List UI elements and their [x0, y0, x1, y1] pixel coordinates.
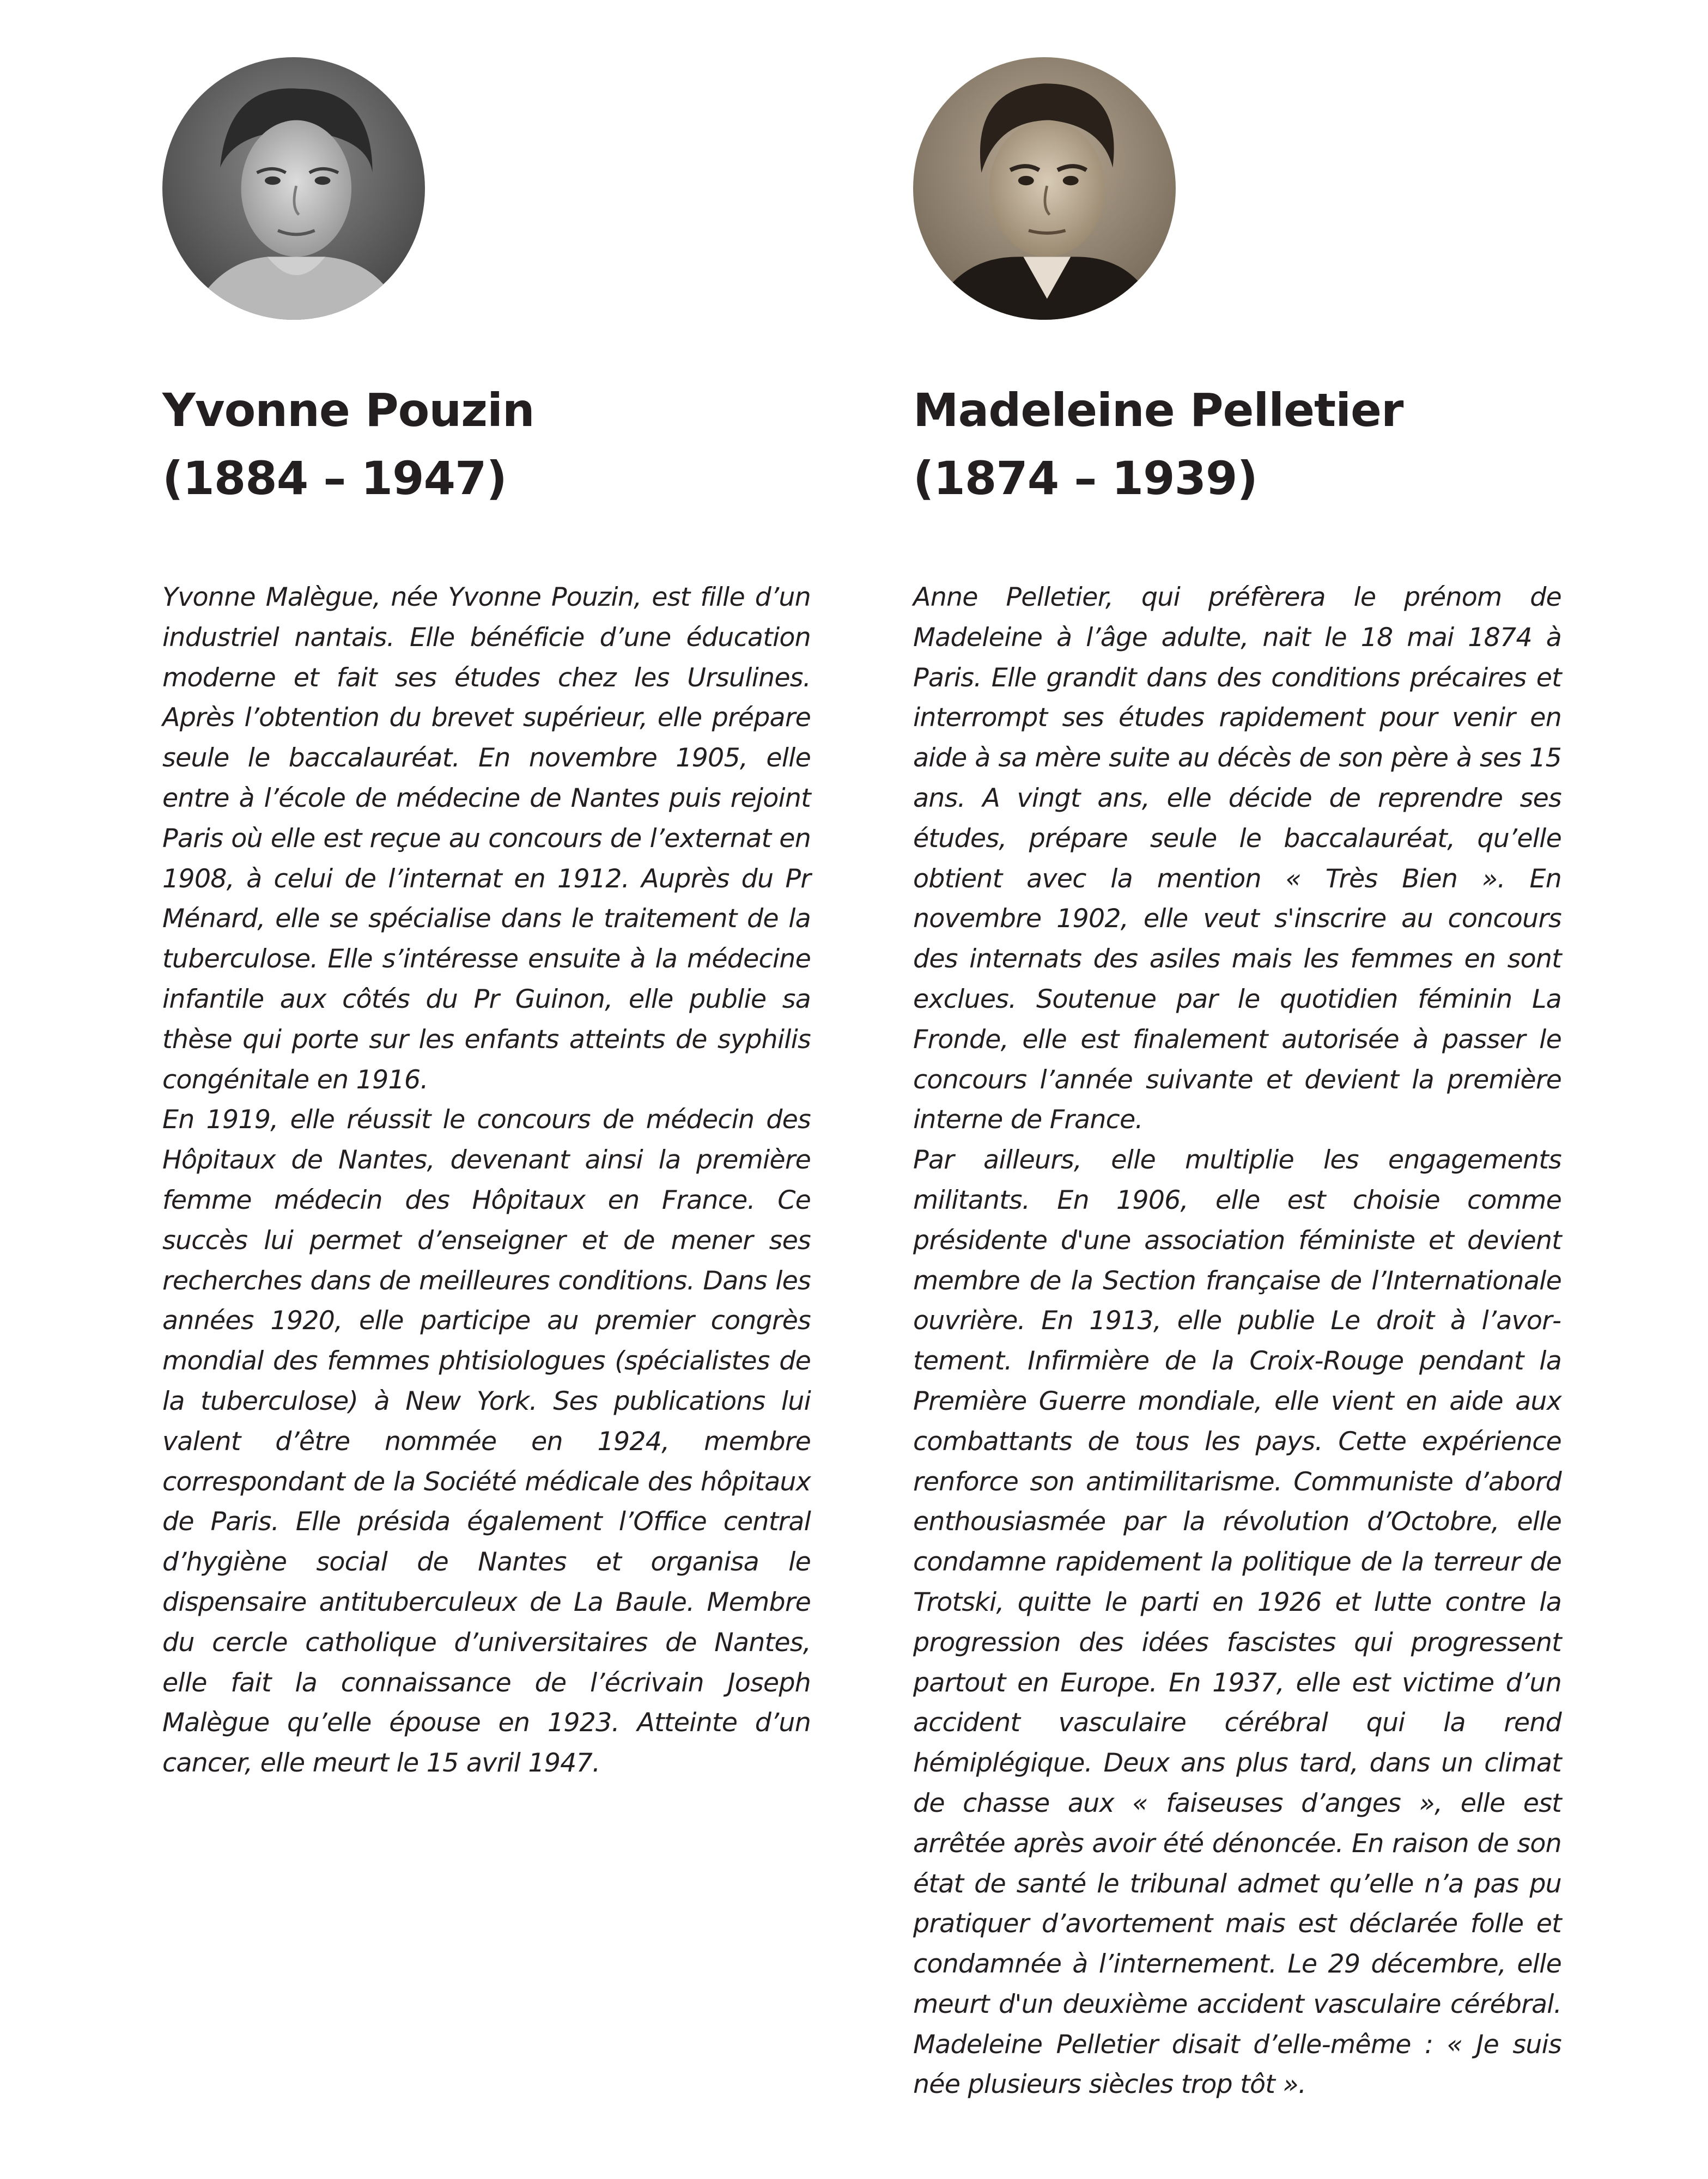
person-name: Yvonne Pouzin	[162, 384, 534, 437]
portrait-yvonne-icon	[162, 57, 425, 320]
biography-paragraph: Yvonne Malègue, née Yvonne Pouzin, est fille d’un industriel nantais. Elle bénéficie d’une éducation moderne et fait ses études chez les Ursulines. Après l’obtention du brevet supérieur, elle prépare seule le baccalauréat. En novembre 1905, elle entre à l’école de médecine de Nantes puis rejoint Paris où elle est reçue au concours de l’externat en 1908, à celui de l’internat en 1912. Auprès du Pr Ménard, elle se spécialise dans le traitement de la tuberculose. Elle s’intéresse ensuite à la médecine infantile aux côtés du Pr Guinon, elle publie sa thèse qui porte sur les enfants atteints de syphilis congénitale en 1916.	[162, 582, 811, 1095]
portrait-madeleine-icon	[913, 57, 1176, 320]
biography-text	[913, 577, 1561, 2105]
biography-paragraph: Par ailleurs, elle multiplie les engagements militants. En 1906, elle est choisie comme présidente d'une association féministe et devient membre de la Section française de l’Internationale ouvrière. En 1913, elle publie Le droit à l’avortement. Infirmière de la Croix-Rouge pendant la Première Guerre mondiale, elle vient en aide aux combattants de tous les pays. Cette expérience renforce son antimilitarisme. Communiste d’abord enthousiasmée par la révolution d’Octobre, elle condamne rapidement la politique de la terreur de Trotski, quitte le parti en 1926 et lutte contre la progression des idées fascistes qui progressent partout en Europe. En 1937, elle est victime d’un accident vasculaire cérébral qui la rend hémiplégique. Deux ans plus tard, dans un climat de chasse aux « faiseuses d’anges », elle est arrêtée après avoir été dénoncée. En raison de son état de santé le tribunal admet qu’elle n’a pas pu pratiquer d’avortement mais est déclarée folle et condamnée à l’internement. Le 29 décembre, elle meurt d'un deuxième accident vasculaire cérébral. Madeleine Pelletier disait d’elle-même : « Je suis née plusieurs siècles trop tôt ».	[913, 1145, 1561, 2100]
portrait-photo-icon	[162, 57, 425, 320]
portrait-photo-icon	[913, 57, 1176, 320]
biography-text	[162, 577, 811, 1784]
person-dates: (1884 – 1947)	[162, 452, 507, 505]
biography-paragraph: En 1919, elle réussit le concours de médecin des Hôpitaux de Nantes, devenant ainsi la première femme médecin des Hôpitaux en France. Ce succès lui permet d’enseigner et de mener ses recherches dans de meilleures conditions. Dans les années 1920, elle participe au premier congrès mondial des femmes phtisiologues (spécialistes de la tuberculose) à New York. Ses publications lui valent d’être nommée en 1924, membre correspondant de la Société médicale des hôpitaux de Paris. Elle présida également l’Office central d’hygiène social de Nantes et organisa le dispensaire antituberculeux de La Baule. Membre du cercle catholique d’universitaires de Nantes, elle fait la connaissance de l’écrivain Joseph Malègue qu’elle épouse en 1923. Atteinte d’un cancer, elle meurt le 15 avril 1947.	[162, 1105, 811, 1779]
person-dates: (1874 – 1939)	[913, 452, 1257, 505]
person-name: Madeleine Pelletier	[913, 384, 1403, 437]
biography-paragraph: Anne Pelletier, qui préfèrera le prénom de Madeleine à l’âge adulte, nait le 18 mai 1874 à Paris. Elle grandit dans des conditions précaires et interrompt ses études rapidement pour venir en aide à sa mère suite au décès de son père à ses 15 ans. A vingt ans, elle décide de reprendre ses études, prépare seule le baccalauréat, qu’elle obtient avec la mention « Très Bien ». En novembre 1902, elle veut s'inscrire au concours des internats des asiles mais les femmes en sont exclues. Soutenue par le quotidien féminin La Fronde, elle est finalement autorisée à passer le concours l’année suivante et devient la première interne de France.	[913, 582, 1561, 1135]
